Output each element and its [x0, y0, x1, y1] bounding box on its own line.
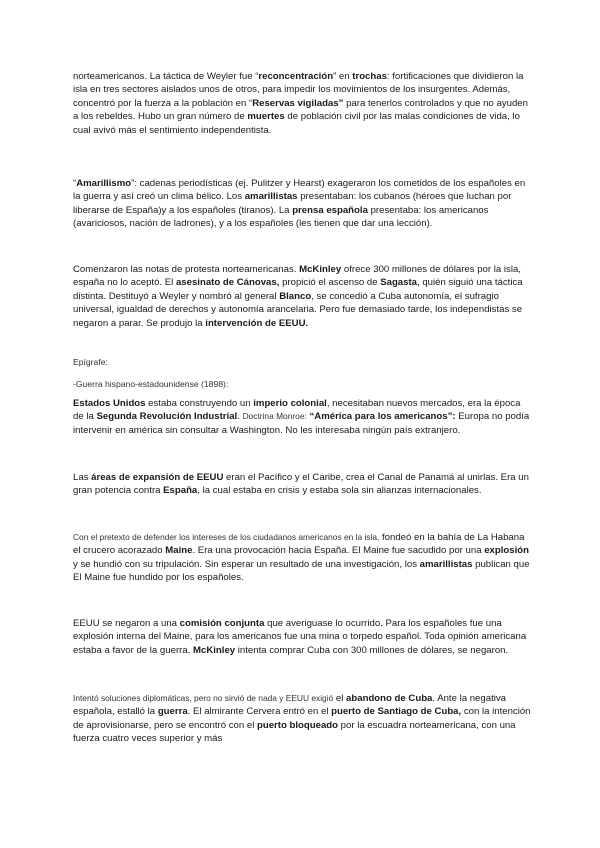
text-run: “ [73, 178, 77, 189]
paragraph-comision-conjunta [73, 617, 531, 657]
paragraph-weyler-tactics [73, 70, 531, 137]
text-run: con la intención de aprovisionarse, pero se encontró con el [73, 706, 531, 731]
text-run: de población civil por las malas condiciones de vida, lo cual avivó más el sentimiento independentista. [73, 111, 520, 136]
text-run: , necesitaban nuevos mercados, era la época de la [73, 398, 521, 423]
text-run: presentaban: los cubanos (héroes que luchan por liberarse de España)y a los españoles (tiranos). La [73, 191, 512, 216]
bold-term: trochas [352, 71, 387, 82]
text-run: presentaba: los americanos (avariciosos, nación de ladrones), y a los españoles (les tienen que dar una lección). [73, 204, 489, 230]
bold-term: Reservas vigiladas” [252, 97, 344, 109]
text-run: Comenzaron las notas de protesta norteamericanas. [73, 264, 300, 275]
bold-term: guerra [157, 706, 188, 718]
bold-term: áreas de expansión de EEUU [91, 472, 224, 483]
bold-term: puerto bloqueado [257, 719, 339, 731]
text-run: para tenerlos controlados y que no ayuden a los rebeldes. Hubo un gran número de [73, 97, 528, 123]
bold-term: imperio colonial [253, 398, 327, 409]
text-run: que averiguase lo ocurrido. Para los españoles fue una explosión interna del Maine, para los americanos fue una mina o torpedo español. Toda opinión americana estaba a favor de la guerra. [73, 618, 527, 656]
bold-term: Segunda Revolución Industrial [96, 411, 238, 423]
bold-term: intervención de EEUU. [205, 317, 309, 329]
text-run: : fortificaciones que dividieron la isla en tres sectores aislados unos de otros, para impedir los movimientos de los insurgentes. Además, concentró por la fuerza a la población en “ [73, 71, 524, 109]
text-run: fondeó en la bahía de La Habana el crucero acorazado [73, 532, 525, 557]
text-run: publican que El Maine fue hundido por los españoles. [73, 558, 530, 584]
small-text: Con el pretexto de defender los intereses de los ciudadanos americanos en la isla, [73, 532, 380, 542]
text-run: por la escuadra norteamericana, con una fuerza cuatro veces superior y más [73, 719, 516, 745]
bold-term: McKinley [193, 644, 236, 656]
text-run: EEUU se negaron a una [73, 618, 180, 629]
text-run: norteamericanos. La táctica de Weyler fue “ [73, 71, 259, 82]
bold-term: amarillistas [419, 558, 473, 570]
text-run: , la cual estaba en crisis y estaba sola sin alianzas internacionales. [197, 485, 482, 497]
bold-term: comisión conjunta [179, 618, 265, 629]
text-run: , quién siguió una táctica distinta. Destituyó a Weyler y nombró al general [73, 277, 523, 302]
paragraph-maine [73, 531, 531, 585]
bold-term: prensa española [292, 204, 368, 216]
bold-term: España [163, 485, 198, 497]
text-run: propició el ascenso de [279, 277, 381, 289]
bold-term: Blanco [279, 290, 312, 302]
bold-term: Estados Unidos [73, 398, 146, 409]
bold-term: amarillistas [244, 191, 298, 203]
text-run: ofrece 300 millones de dólares por la isla, españa no lo aceptó. El [73, 264, 521, 289]
text-run: . El almirante Cervera entró en el [187, 706, 332, 718]
bold-term: Amarillismo [76, 178, 132, 189]
text-run: Las [73, 472, 92, 483]
bold-term: puerto de Santiago de Cuba, [331, 706, 462, 718]
text-run: , se concedió a Cuba autonomía, el sufragio universal, igualdad de derechos y autonomía arancelaria. Pero fue demasiado tarde, los independistas se negaron a parar. Se produjo la [73, 290, 523, 329]
bold-term: muertes [247, 111, 285, 123]
section-heading: -Guerra hispano-estadounidense (1898): [73, 379, 229, 389]
text-run: estaba construyendo un [145, 398, 254, 409]
bold-term: reconcentración [258, 71, 334, 82]
text-run: . [237, 411, 243, 423]
small-text: Doctrina Monroe: [242, 411, 307, 422]
bold-term: McKinley [299, 264, 342, 275]
bold-term: asesinato de Cánovas, [175, 277, 280, 289]
text-run: ” en [333, 71, 353, 82]
paragraph-abandono-cuba [73, 692, 531, 746]
text-run: el [333, 693, 347, 704]
paragraph-estados-unidos [73, 397, 531, 437]
bold-term: explosión [484, 545, 529, 557]
bold-term: abandono de Cuba [346, 693, 433, 704]
small-text: Intentó soluciones diplomáticas, pero no sirvió de nada y EEUU exigió [73, 693, 334, 703]
text-run: y se hundió con su tripulación. Sin esperar un resultado de una investigación, los [73, 558, 420, 570]
epigrafe-label: Epígrafe: [73, 357, 108, 367]
text-run: ”: cadenas periodísticas (ej. Pulitzer y Hearst) exageraron los cometidos de los españoles en la guerra y así creó un clima bélico. Los [73, 178, 526, 203]
text-run: . Era una provocación hacia España. El Maine fue sacudido por una [192, 545, 485, 557]
text-run: Europa no podía intervenir en américa sin consultar a Washington. No les interesaba ningún país extranjero. [73, 411, 530, 436]
text-run: intenta comprar Cuba con 300 millones de dólares, se negaron. [235, 644, 509, 656]
bold-term: “América para los americanos”: [306, 411, 456, 423]
bold-term: Maine [165, 545, 193, 557]
bold-term: Sagasta [380, 277, 417, 289]
paragraph-areas-expansion [73, 471, 531, 498]
text-run: eran el Pacífico y el Caribe, crea el Canal de Panamá al unirlas. Era un gran potencia contra [73, 472, 529, 497]
text-run: . Ante la negativa española, estalló la [73, 693, 506, 718]
paragraph-amarillismo [73, 177, 531, 231]
paragraph-protest-notes [73, 263, 531, 330]
